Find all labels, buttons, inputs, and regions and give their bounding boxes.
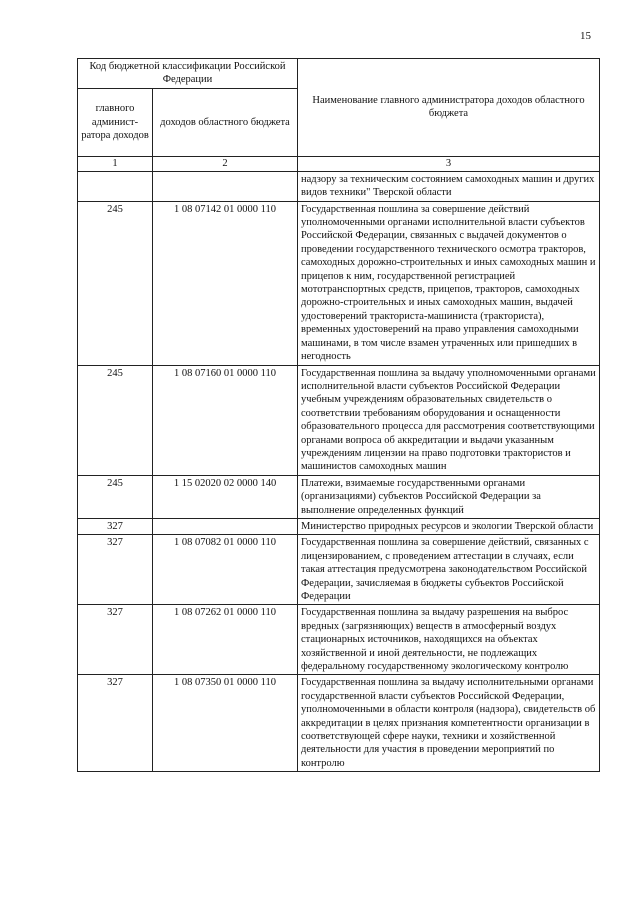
admin-code-cell: 327 [78,518,153,534]
admin-code-cell: 245 [78,365,153,475]
description-cell: Государственная пошлина за выдачу разрешения на выброс вредных (загрязняющих) веществ в атмосферный воздух стационарных источников, находящихся на объектах хозяйственной и иной деятельности, не подлежащих федеральному государственному экологическому контролю [298,605,600,675]
table-row [78,475,600,518]
admin-code-cell: 245 [78,475,153,518]
column-number-3: 3 [298,156,600,171]
admin-code-cell [78,171,153,201]
admin-code-cell: 327 [78,605,153,675]
column-number-1: 1 [78,156,153,171]
column-numbers-row [78,156,600,171]
admin-code-cell: 245 [78,201,153,365]
admin-code-cell: 327 [78,675,153,772]
page-number: 15 [580,30,591,42]
description-cell: Государственная пошлина за выдачу исполнительными органами государственной власти субъектов Российской Федерации, уполномоченными в области контроля (надзора), свидетельств об аккредитации в целях признания компетентности организации в соответствующей сфере науки, техники и хозяйственной деятельности для участия в проведении мероприятий по контролю [298,675,600,772]
table-row [78,171,600,201]
header-col-name: Наименование главного администратора доходов областного бюджета [298,59,600,157]
description-cell: Министерство природных ресурсов и экологии Тверской области [298,518,600,534]
budget-classification-table [77,58,600,772]
income-code-cell: 1 08 07262 01 0000 110 [153,605,298,675]
header-col-admin: главного админист- ратора доходов [78,88,153,156]
description-cell: Государственная пошлина за выдачу уполномоченными органами исполнительной власти субъектов Российской Федерации учебным учреждениям образовательных свидетельств о соответствии требованиям оборудования и оснащенности образовательного процесса для рассмотрения соответствующими органами вопроса об аккредитации и выдачи указанным учреждениям лицензии на право подготовки трактористов и машинистов самоходных машин [298,365,600,475]
table-row [78,201,600,365]
column-number-2: 2 [153,156,298,171]
income-code-cell: 1 08 07082 01 0000 110 [153,535,298,605]
table-row [78,365,600,475]
table-row [78,675,600,772]
income-code-cell: 1 15 02020 02 0000 140 [153,475,298,518]
income-code-cell: 1 08 07350 01 0000 110 [153,675,298,772]
admin-code-cell: 327 [78,535,153,605]
income-code-cell: 1 08 07142 01 0000 110 [153,201,298,365]
header-row-1 [78,59,600,89]
header-group-title: Код бюджетной классификации Российской Федерации [78,59,298,89]
table-row [78,518,600,534]
header-col-code: доходов областного бюджета [153,88,298,156]
description-cell: надзору за техническим состоянием самоходных машин и других видов техники" Тверской области [298,171,600,201]
description-cell: Государственная пошлина за совершение действий, связанных с лицензированием, с проведением аттестации в случаях, если такая аттестация предусмотрена законодательством Российской Федерации, зачисляемая в бюджеты субъектов Российской Федерации [298,535,600,605]
description-cell: Государственная пошлина за совершение действий уполномоченными органами исполнительной власти субъектов Российской Федерации, связанных с выдачей документов о проведении государственного технического осмотра тракторов, самоходных дорожно-строительных и иных самоходных машин и прицепов к ним, государственной регистрацией мототранспортных средств, прицепов, тракторов, самоходных дорожно-строительных и иных самоходных машин, выдачей удостоверений тракториста-машиниста (тракториста), временных удостоверений на право управления самоходными машинами, в том числе взамен утраченных или пришедших в негодность [298,201,600,365]
table-row [78,535,600,605]
income-code-cell [153,171,298,201]
description-cell: Платежи, взимаемые государственными органами (организациями) субъектов Российской Федерации за выполнение определенных функций [298,475,600,518]
income-code-cell [153,518,298,534]
income-code-cell: 1 08 07160 01 0000 110 [153,365,298,475]
table-row [78,605,600,675]
